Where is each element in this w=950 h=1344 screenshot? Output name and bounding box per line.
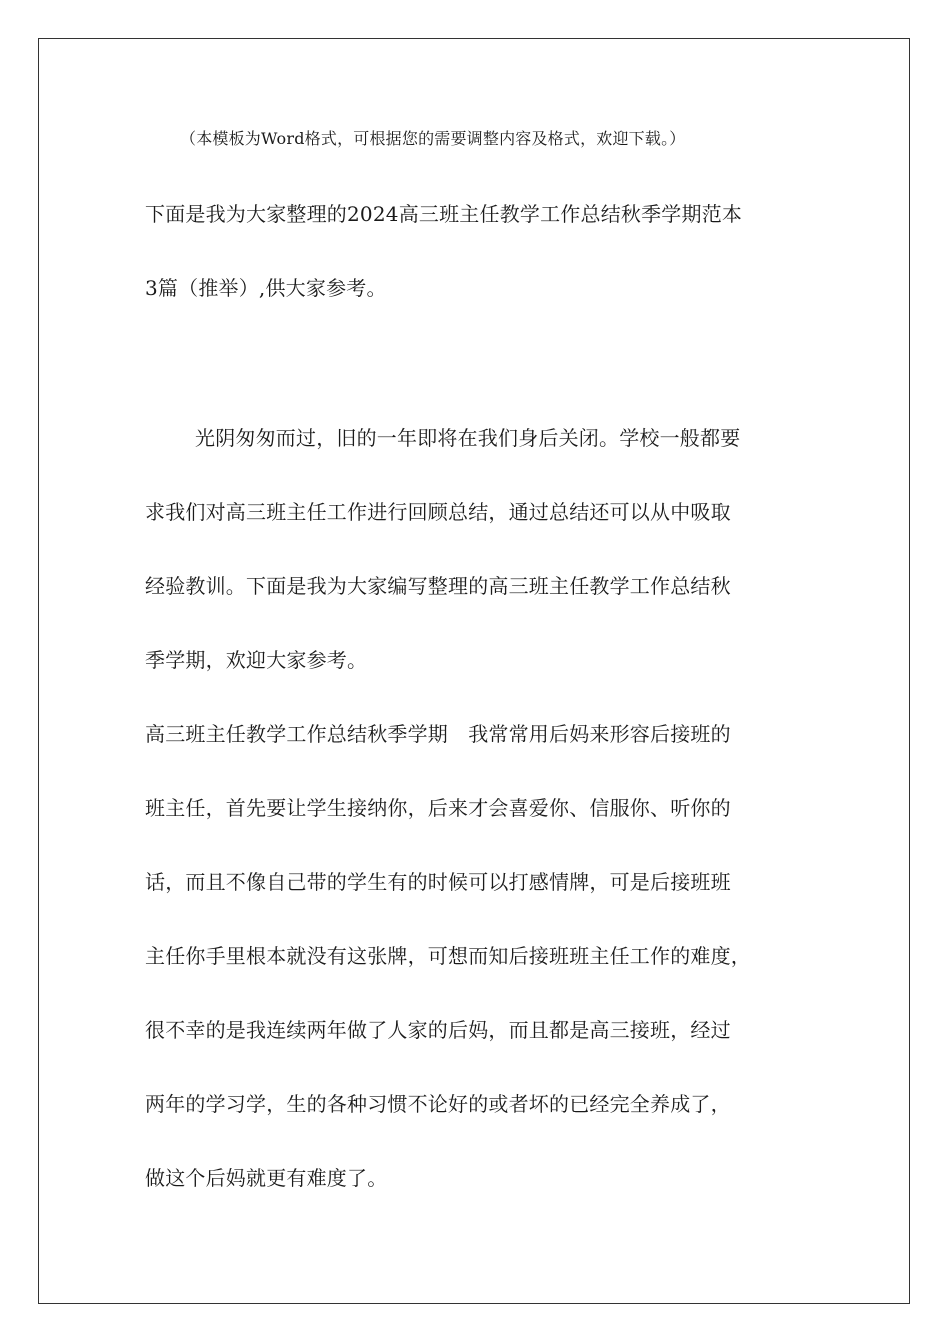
paragraph2-line-7: 做这个后妈就更有难度了。 bbox=[145, 1166, 388, 1190]
paragraph2-line-2: 班主任，首先要让学生接纳你，后来才会喜爱你、信服你、听你的 bbox=[145, 796, 731, 820]
paragraph2-line-6: 两年的学习学，生的各种习惯不论好的或者坏的已经完全养成了， bbox=[145, 1092, 731, 1116]
intro-line-1: 下面是我为大家整理的2024高三班主任教学工作总结秋季学期范本 bbox=[145, 202, 743, 226]
paragraph1-line-3: 经验教训。下面是我为大家编写整理的高三班主任教学工作总结秋 bbox=[145, 574, 731, 598]
paragraph2-line-1: 高三班主任教学工作总结秋季学期 我常常用后妈来形容后接班的 bbox=[145, 722, 731, 746]
paragraph2-line-4: 主任你手里根本就没有这张牌，可想而知后接班班主任工作的难度， bbox=[145, 944, 751, 968]
intro-line-2: 3篇（推举）,供大家参考。 bbox=[145, 276, 387, 300]
paragraph1-line-4: 季学期，欢迎大家参考。 bbox=[145, 648, 368, 672]
paragraph1-line-1: 光阴匆匆而过，旧的一年即将在我们身后关闭。学校一般都要 bbox=[195, 426, 741, 450]
paragraph2-line-5: 很不幸的是我连续两年做了人家的后妈，而且都是高三接班，经过 bbox=[145, 1018, 731, 1042]
paragraph2-line-3: 话，而且不像自己带的学生有的时候可以打感情牌，可是后接班班 bbox=[145, 870, 731, 894]
template-note: （本模板为Word格式，可根据您的需要调整内容及格式，欢迎下载。） bbox=[180, 129, 686, 148]
paragraph1-line-2: 求我们对高三班主任工作进行回顾总结，通过总结还可以从中吸取 bbox=[145, 500, 731, 524]
